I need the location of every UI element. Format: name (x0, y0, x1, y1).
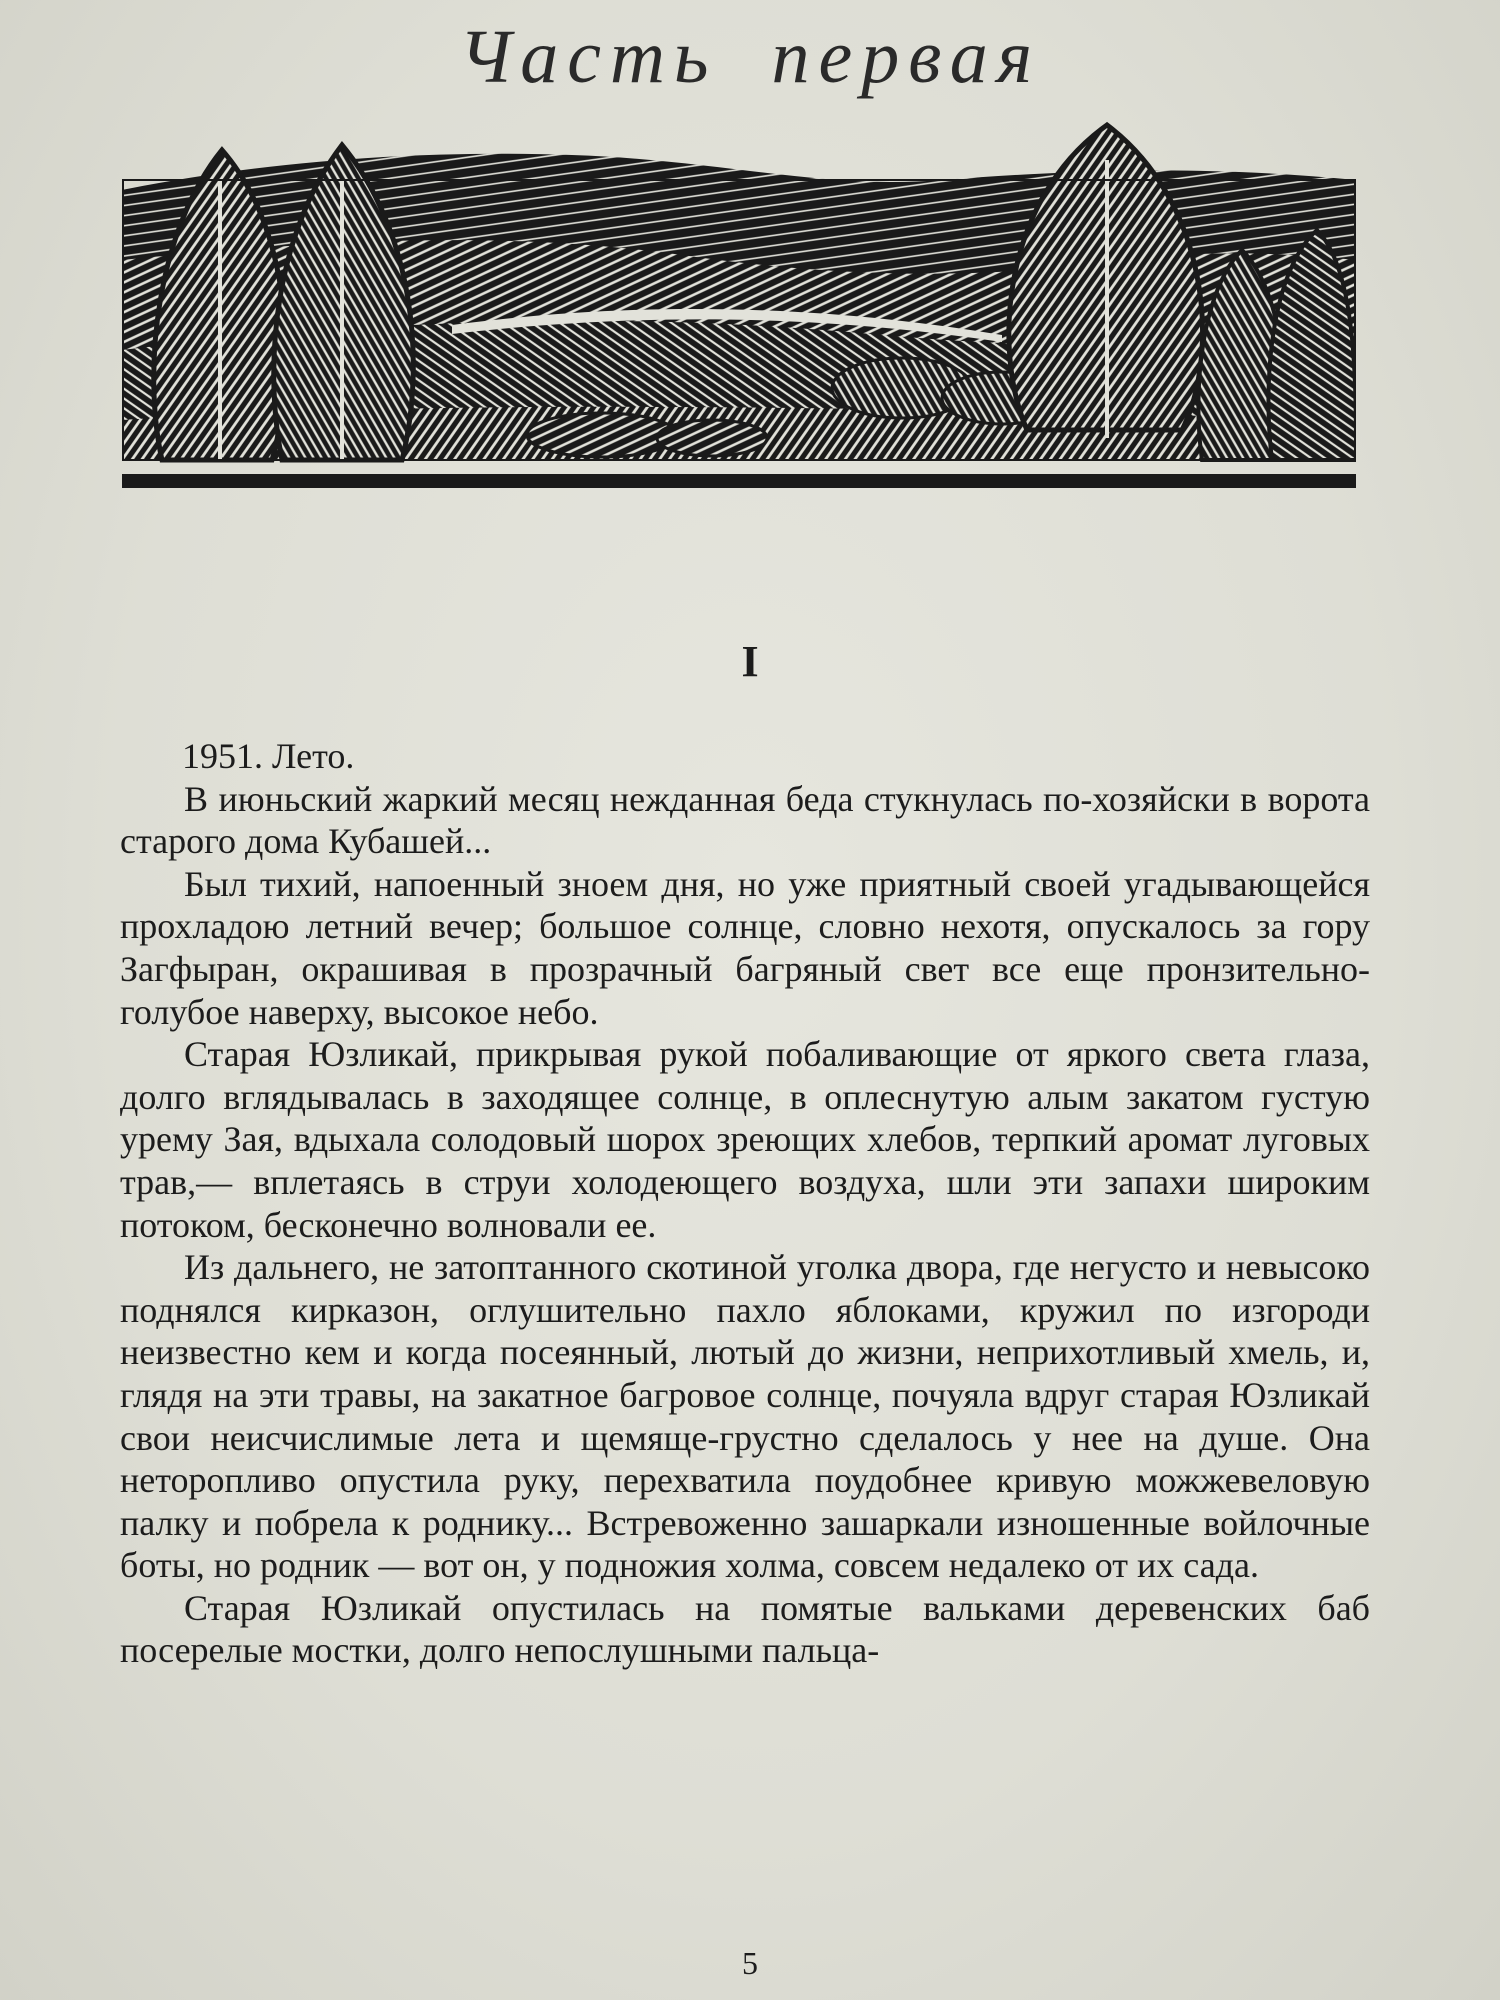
paragraph: Старая Юзликай опустилась на помятые вальками деревенских баб посерелые мостки, долго непослушными пальца- (120, 1587, 1370, 1671)
bush (657, 420, 767, 456)
paragraph: Был тихий, напоенный зноем дня, но уже приятный своей угадывающейся прохладою летний вечер; большое солнце, словно нехотя, опускалось за гору Загфыран, окрашивая в прозрачный багряный свет все еще пронзительно-голубое наверху, высокое небо. (120, 863, 1370, 1032)
paragraph: В июньский жаркий месяц нежданная беда стукнулась по-хозяйски в ворота старого дома Кубашей... (120, 778, 1370, 862)
paragraph: Старая Юзликай, прикрывая рукой побаливающие от яркого света глаза, долго вглядывалась в заходящее солнце, в оплеснутую алым закатом густую урему Зая, вдыхала солодовый шорох зреющих хлебов, терпкий аромат луговых трав,— вплетаясь в струи холодеющего воздуха, шли эти запахи широким потоком, бесконечно волновали ее. (120, 1034, 1370, 1245)
bush (527, 413, 677, 457)
illustration-base-rule (122, 474, 1356, 488)
paragraph: 1951. Лето. (182, 736, 355, 776)
part-title: Часть первая (458, 15, 1042, 99)
woodcut-landscape-illustration (122, 120, 1356, 500)
chapter-number: I (741, 637, 759, 686)
page-number: 5 (742, 1945, 758, 1981)
paragraph: Из дальнего, не затоптанного скотиной уголка двора, где негусто и невысоко поднялся кирказон, оглушительно пахло яблоками, кружил по изгороди неизвестно кем и когда посеянный, лютый до жизни, неприхотливый хмель, и, глядя на эти травы, на закатное багровое солнце, почуяла вдруг старая Юзликай свои неисчислимые лета и щемяще-грустно сделалось у нее на душе. Она неторопливо опустила руку, перехватила поудобнее кривую можжевеловую палку и побрела к роднику... Встревоженно зашаркали изношенные войлочные боты, но родник — вот он, у подножия холма, совсем недалеко от их сада. (120, 1247, 1370, 1586)
chapter-body-text (120, 735, 1370, 1672)
